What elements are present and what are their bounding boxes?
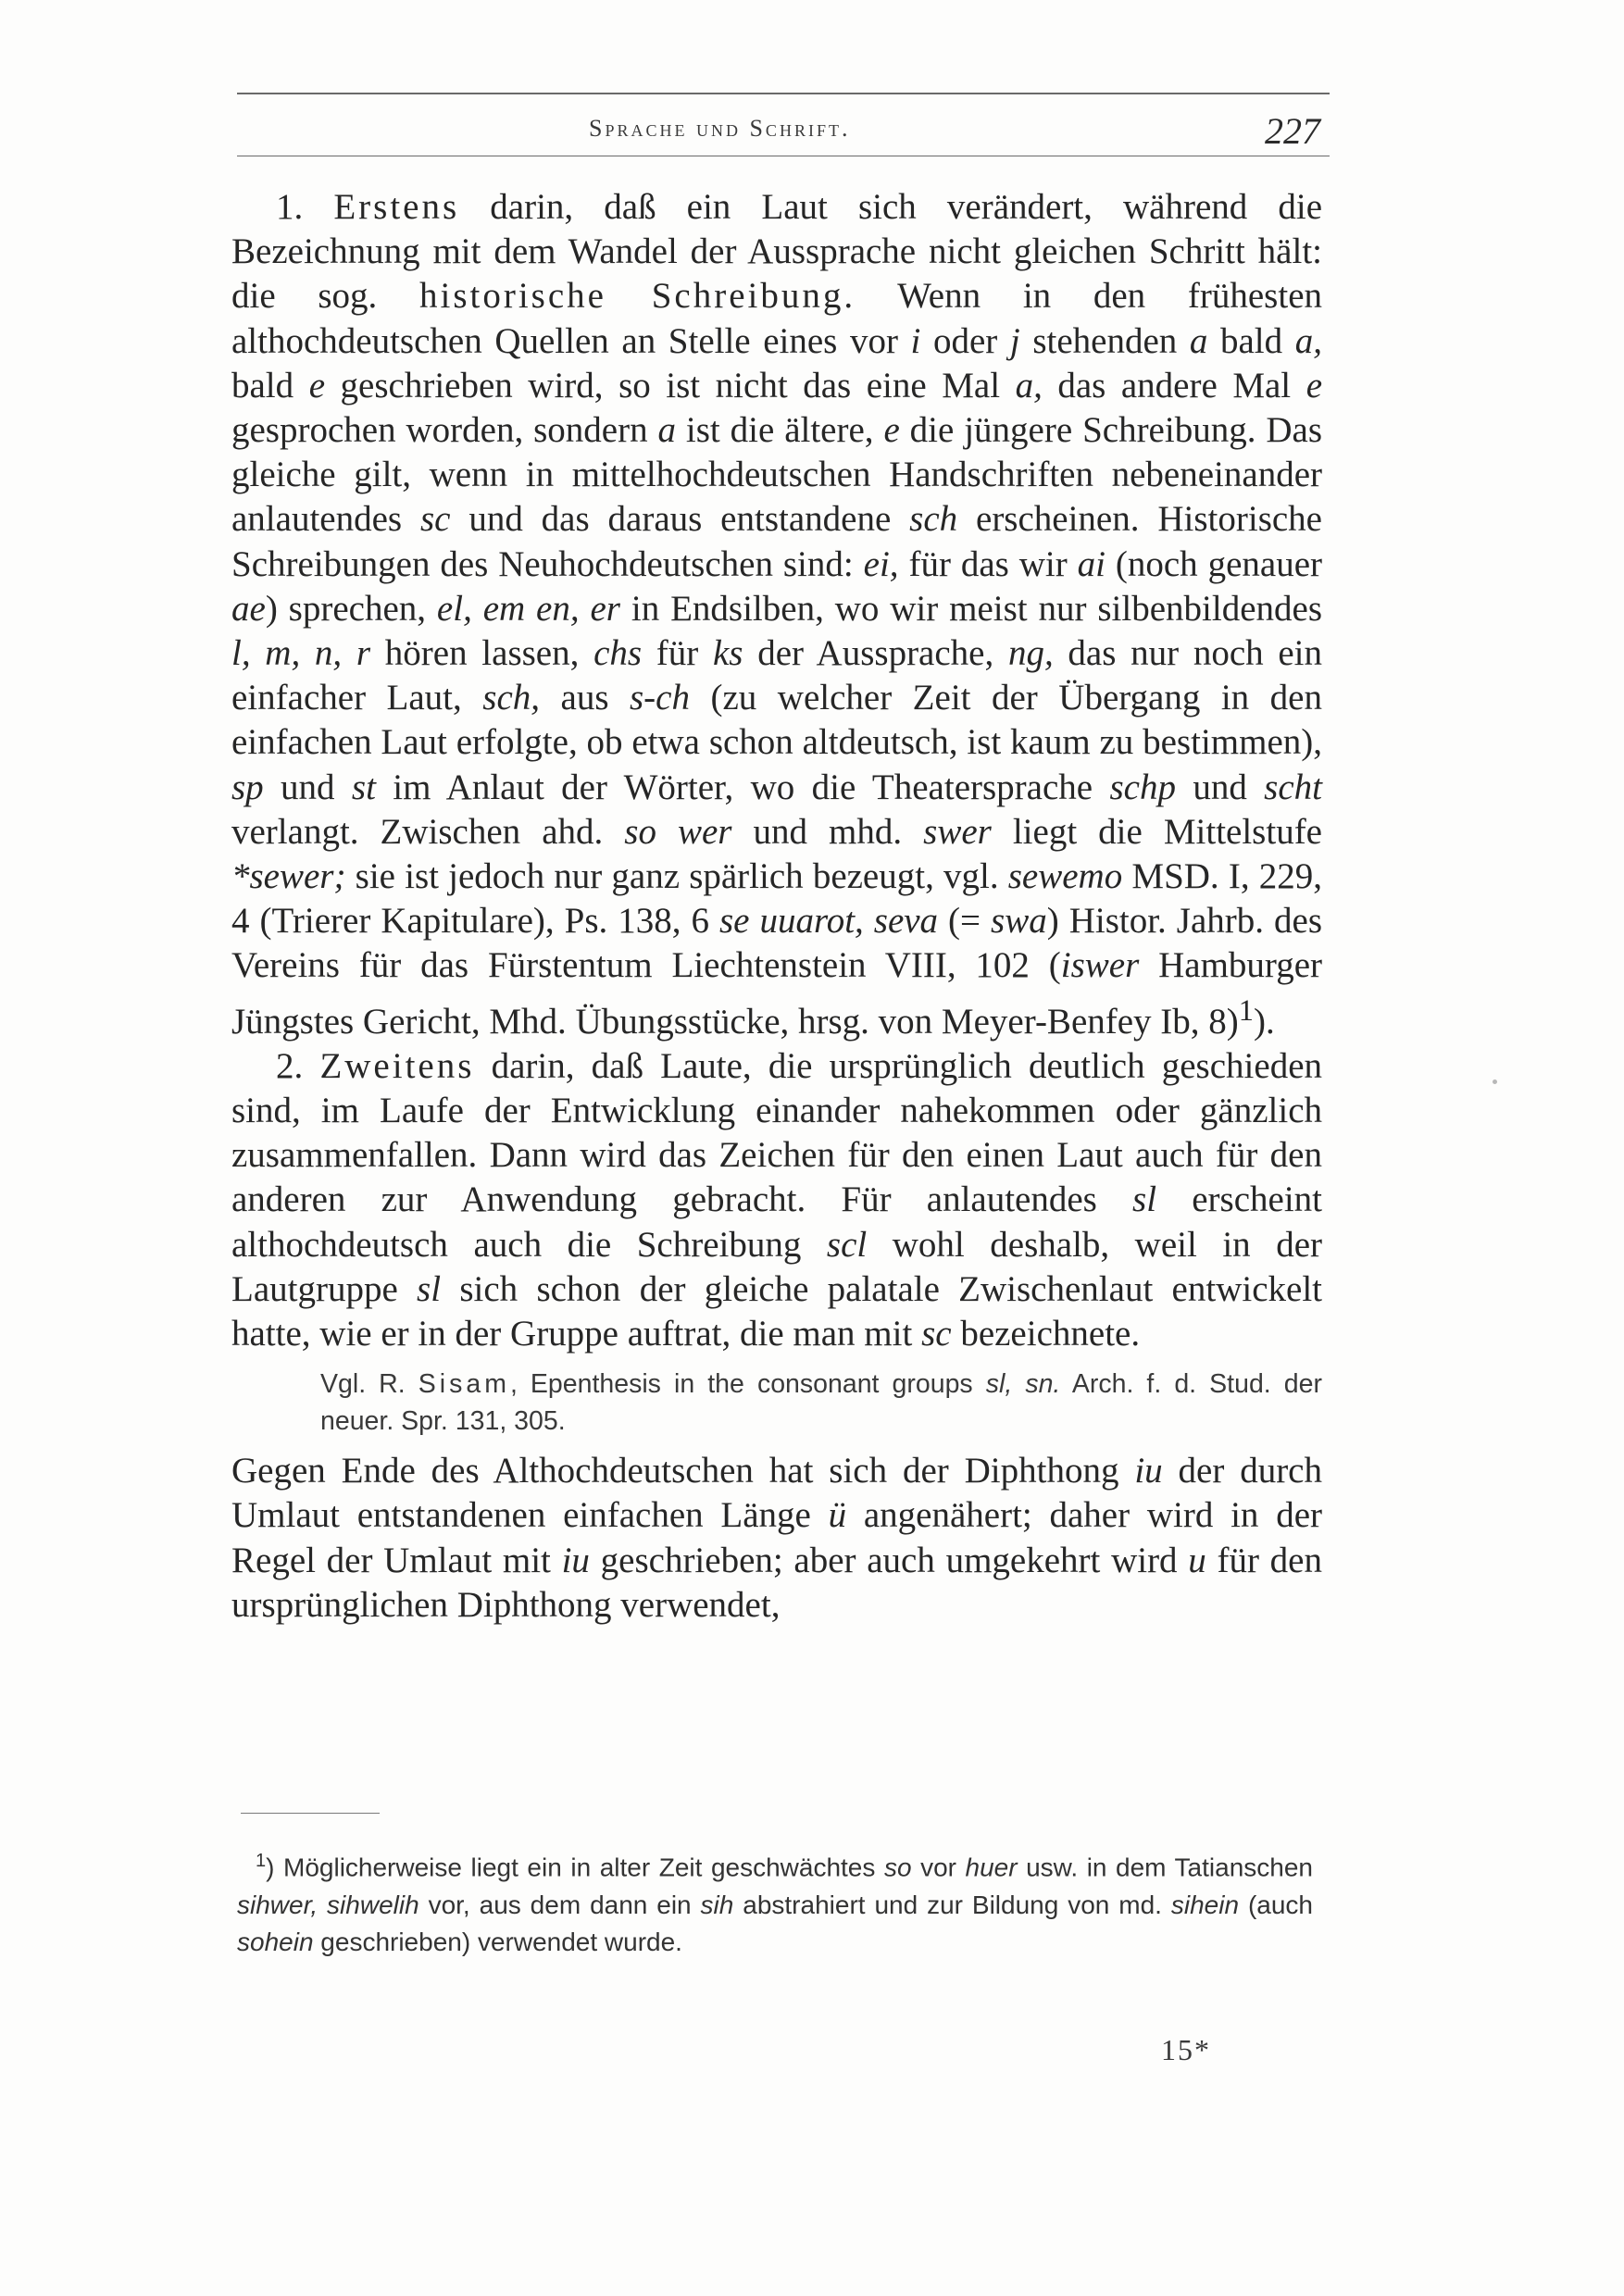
text-run: bald <box>231 365 309 406</box>
running-head <box>237 109 1330 150</box>
text-run: der Aussprache, <box>743 633 1008 674</box>
italic-term: se uuarot, seva <box>718 901 939 942</box>
paragraph-1 <box>231 185 1322 1044</box>
text-run: gesprochen worden, sondern <box>231 410 658 451</box>
text-run: usw. in dem Tatianschen <box>1017 1853 1313 1882</box>
footnote-rule <box>241 1813 380 1814</box>
text-run: liegt die Mittelstufe <box>991 811 1322 852</box>
italic-term: j <box>1009 320 1020 361</box>
italic-term: swa <box>991 901 1047 942</box>
italic-term: iswer <box>1060 945 1140 986</box>
text-run: 1. <box>276 187 334 227</box>
text-run: die jüngere Schreibung. Das gleiche gilt, wenn in mittelhochdeutschen Handschriften nebeneinander anlautendes <box>231 410 1323 540</box>
text-run: geschrieben) verwendet wurde. <box>313 1928 682 1957</box>
text-run: verlangt. Zwischen ahd. <box>231 811 625 852</box>
header-rule-top <box>237 93 1330 94</box>
italic-term: schp <box>1109 767 1176 807</box>
text-run: bald <box>1207 320 1295 361</box>
italic-term: *sewer; <box>231 856 346 897</box>
italic-term: swer <box>923 811 992 852</box>
text-run: vor, aus dem dann ein <box>418 1890 701 1919</box>
text-run: stehenden <box>1019 320 1190 361</box>
text-run: für den ursprünglichen Diphthong verwendet, <box>231 1540 1322 1625</box>
italic-term: e <box>308 365 325 406</box>
italic-term: scl <box>826 1224 868 1265</box>
text-run: erscheinen. Historische Schreibungen des Neuhochdeutschen sind: <box>231 499 1322 584</box>
italic-term: ai <box>1077 543 1106 584</box>
footnote-number: 1 <box>256 1851 267 1871</box>
italic-term: sihein <box>1170 1890 1240 1919</box>
italic-term: sp <box>231 767 264 807</box>
text-run: wohl deshalb, weil in der Lautgruppe <box>231 1224 1322 1309</box>
footnote-marker: 1 <box>1238 993 1255 1028</box>
text-run: geschrieben wird, so ist nicht das eine Mal <box>325 365 1016 406</box>
page-number: 227 <box>1265 110 1320 152</box>
text-run: abstrahiert und zur Bildung von md. <box>733 1890 1171 1919</box>
italic-term: so wer <box>624 811 732 852</box>
text-run: das nur noch ein einfacher Laut, <box>231 633 1322 718</box>
italic-term: ü <box>828 1495 847 1536</box>
text-run: in Endsilben, wo wir meist nur silbenbildendes <box>620 588 1323 629</box>
italic-term: sl <box>1132 1179 1157 1220</box>
text-run: ). <box>1254 1001 1275 1042</box>
italic-term: a <box>1189 320 1208 361</box>
literature-note <box>231 1366 1322 1440</box>
italic-term: e <box>1305 365 1322 406</box>
italic-term: iu <box>1134 1451 1163 1491</box>
text-run: ) sprechen, <box>265 588 437 629</box>
text-run: erscheint althochdeutsch auch die Schreibung <box>231 1179 1322 1265</box>
text-run: MSD. I, 229, 4 (Trierer Kapitulare), Ps. 138, 6 <box>231 856 1322 942</box>
italic-term: sohein <box>237 1928 314 1957</box>
text-run: für <box>642 633 713 674</box>
main-text <box>231 185 1322 1628</box>
paragraph-3 <box>231 1449 1322 1628</box>
italic-term: so <box>883 1853 912 1882</box>
text-run: das andere Mal <box>1042 365 1306 406</box>
italic-term: sl <box>417 1268 442 1309</box>
text-run: 2. <box>276 1045 320 1086</box>
text-run: Vgl. R. <box>320 1369 418 1400</box>
italic-term: sihwer, sihwelih <box>237 1890 419 1919</box>
text-run: (auch <box>1239 1890 1314 1919</box>
italic-term: huer <box>965 1853 1018 1882</box>
text-run: (zu welcher Zeit der Übergang in den einfachen Laut erfolgte, ob etwa schon altdeutsch, ist kaum zu bestimmen), <box>231 678 1322 763</box>
running-title: Sprache und Schrift. <box>589 115 851 142</box>
text-run: (= <box>938 901 992 942</box>
italic-term: l, m, n, r <box>231 633 371 674</box>
italic-term: el, em en, er <box>436 588 620 629</box>
text-run: und mhd. <box>731 811 924 852</box>
author-name: Sisam <box>418 1369 510 1400</box>
printer-signature-mark: 15* <box>1161 2033 1211 2066</box>
italic-term: sc <box>921 1314 952 1354</box>
text-run: Gegen Ende des Althochdeutschen hat sich der Diphthong <box>231 1451 1135 1491</box>
italic-term: sch <box>909 499 958 540</box>
text-run: für das wir <box>898 543 1078 584</box>
emphasis-spaced: historische Schreibung. <box>419 276 856 317</box>
italic-term: ei, <box>863 543 899 584</box>
italic-term: s-ch <box>630 678 690 718</box>
text-run: aus <box>540 678 630 718</box>
italic-term: sl, sn. <box>985 1369 1061 1400</box>
text-run: im Anlaut der Wörter, wo die Theatersprache <box>375 767 1110 807</box>
scan-speck <box>1493 1079 1497 1084</box>
text-run: sich schon der gleiche palatale Zwischenlaut entwickelt hatte, wie er in der Gruppe auftrat, die man mit <box>231 1268 1322 1354</box>
footnote-text <box>237 1842 1313 1962</box>
paragraph-2 <box>231 1044 1322 1356</box>
text-run: ) Möglicherweise liegt ein in alter Zeit geschwächtes <box>266 1853 884 1882</box>
italic-term: sc <box>419 499 451 540</box>
text-run: , Epenthesis in the consonant groups <box>509 1369 986 1400</box>
text-run: darin, daß ein Laut sich verändert, während die Bezeichnung mit dem Wandel der Aussprache nicht gleichen Schritt hält: die sog. <box>231 187 1323 317</box>
text-run: ) Histor. Jahrb. des Vereins für das Fürstentum Liechtenstein VIII, 102 ( <box>231 901 1322 986</box>
italic-term: st <box>351 767 376 807</box>
text-run: und <box>1175 767 1265 807</box>
italic-term: u <box>1188 1540 1206 1580</box>
footnote <box>237 1842 1313 1962</box>
text-run: bezeichnete. <box>951 1314 1141 1354</box>
italic-term: ks <box>712 633 743 674</box>
text-run: geschrieben; aber auch umgekehrt wird <box>589 1540 1189 1580</box>
text-run: oder <box>920 320 1010 361</box>
text-run: hören lassen, <box>370 633 594 674</box>
italic-term: sch, <box>482 678 541 718</box>
emphasis-spaced: Erstens <box>333 187 460 227</box>
text-run: und <box>263 767 352 807</box>
italic-term: scht <box>1264 767 1322 807</box>
text-run: angenähert; daher wird in der Regel der Umlaut mit <box>231 1495 1322 1580</box>
italic-term: a, <box>1294 320 1322 361</box>
text-run: Arch. f. d. Stud. der neuer. Spr. 131, 305. <box>320 1369 1322 1437</box>
text-run: sie ist jedoch nur ganz spärlich bezeugt, vgl. <box>345 856 1008 897</box>
text-run: Wenn in den frühesten althochdeutschen Quellen an Stelle eines vor <box>231 276 1323 361</box>
italic-term: e <box>883 410 900 451</box>
italic-term: a, <box>1015 365 1043 406</box>
text-run: (noch genauer <box>1105 543 1322 584</box>
text-run: und das daraus entstandene <box>450 499 910 540</box>
italic-term: ng, <box>1007 633 1054 674</box>
text-run: vor <box>911 1853 966 1882</box>
italic-term: a <box>657 410 676 451</box>
italic-term: sih <box>700 1890 734 1919</box>
text-run: der durch Umlaut entstandenen einfachen Länge <box>231 1451 1322 1536</box>
italic-term: sewemo <box>1007 856 1123 897</box>
italic-term: chs <box>593 633 643 674</box>
text-run: darin, daß Laute, die ursprünglich deutlich geschieden sind, im Laufe der Entwicklung einander nahekommen oder gänzlich zusammenfallen. Dann wird das Zeichen für den einen Laut auch für den anderen zur Anwendung gebracht. Für anlautendes <box>231 1045 1323 1220</box>
emphasis-spaced: Zweitens <box>319 1045 475 1086</box>
italic-term: ae <box>231 588 266 629</box>
text-run: Hamburger Jüngstes Gericht, Mhd. Übungsstücke, hrsg. von Meyer-Benfey Ib, 8) <box>231 945 1322 1042</box>
text-run: ist die ältere, <box>676 410 884 451</box>
italic-term: iu <box>561 1540 590 1580</box>
italic-term: i <box>910 320 921 361</box>
